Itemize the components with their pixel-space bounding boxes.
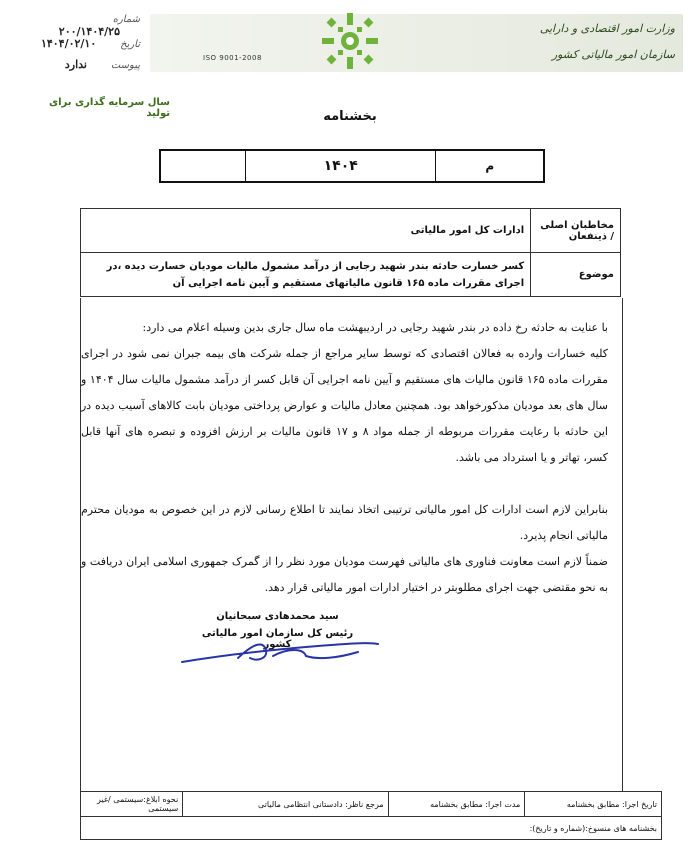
addressees-label: مخاطبان اصلی / ذینفعان: [531, 209, 621, 253]
logo-emblem-icon: [318, 10, 382, 72]
body-paragraph-4: ضمناً لازم است معاونت فناوری های مالیاتی فهرست مودیان مورد نظر را از گمرک جمهوری اسلامی ایران دریافت و به نحو مقتضی جهت اجرای مطلوبتر در اختیار ادارات امور مالیاتی قرار دهد.: [81, 555, 608, 594]
year-slogan: سال سرمایه گذاری برای تولید: [48, 97, 170, 119]
signer-position: رئیس کل سازمان امور مالیاتی کشور: [201, 628, 354, 650]
date-value: ۱۴۰۴/۰۲/۱۰: [40, 37, 97, 50]
circular-year-cell: ۱۴۰۴: [246, 150, 436, 182]
body-paragraph-1: با عنایت به حادثه رخ داده در بندر شهید رجایی در اردیبهشت ماه سال جاری بدین وسیله اعلام می دارد:: [142, 321, 608, 334]
footer-date: تاریخ اجرا: مطابق بخشنامه: [525, 792, 662, 817]
ministry-name: وزارت امور اقتصادی و دارایی: [539, 22, 675, 35]
organization-logo: [318, 10, 382, 72]
signer-name: سید محمدهادی سبحانیان: [216, 611, 339, 622]
subject-value: کسر خسارت حادثه بندر شهید رجایی از درآمد مشمول مالیات مودیان خسارت دیده ،در اجرای مقررات ماده ۱۶۵ قانون مالیاتهای مستقیم و آیین نامه اجرایی آن: [81, 253, 531, 297]
circular-code-cell: م: [436, 150, 544, 182]
body-paragraph-3: بنابراین لازم است ادارات کل امور مالیاتی ترتیبی اتخاذ نمایند تا اطلاع رسانی لازم در این خصوص به مودیان محترم مالیاتی انجام پذیرد.: [81, 503, 608, 542]
letter-date-row: [30, 37, 140, 50]
footer-reference: مرجع ناظر: دادستانی انتظامی مالیاتی: [183, 792, 389, 817]
footer-notification: نحوه ابلاغ:سیستمی /غیر سیستمی: [81, 792, 183, 817]
footer-abrogated: بخشنامه های منسوخ:(شماره و تاریخ):: [81, 817, 662, 840]
footer-period: مدت اجرا: مطابق بخشنامه: [388, 792, 525, 817]
date-label: تاریخ: [120, 39, 140, 50]
organization-name: سازمان امور مالیاتی کشور: [551, 48, 675, 61]
page-title: بخشنامه: [323, 109, 377, 124]
letter-attachment-row: [30, 58, 140, 71]
letter-number-row: [30, 12, 140, 38]
header-info-table: [80, 208, 621, 297]
number-value: ۲۰۰/۱۴۰۴/۲۵: [58, 25, 120, 38]
number-label: شماره: [112, 14, 140, 25]
footer-table: [80, 791, 662, 840]
iso-certification: ISO 9001-2008: [203, 54, 262, 62]
handwritten-signature-icon: [178, 636, 383, 670]
body-paragraph-2: کلیه خسارات وارده به فعالان اقتصادی که توسط سایر مراجع از جمله شرکت های بیمه جبران نمی شود در اجرای مقررات ماده ۱۶۵ قانون مالیات های مستقیم و آیین نامه اجرایی آن قابل کسر از درآمد مشمول مالیات سال ۱۴۰۴ و سال های بعد مودیان مذکورخواهد بود. همچنین معادل مالیات و عوارض پرداختی مودیان بابت کالاهای آسیب دیده در این حادثه با رعایت مقررات مربوطه از جمله مواد ۸ و ۱۷ قانون مالیات بر ارزش افزوده و تبصره های آنها قابل کسر، تهاتر و یا استرداد می باشد.: [81, 347, 608, 464]
attachment-label: پیوست: [110, 60, 140, 71]
addressees-value: ادارات کل امور مالیاتی: [81, 209, 531, 253]
subject-label: موضوع: [531, 253, 621, 297]
attachment-value: ندارد: [64, 58, 87, 71]
circular-number-table: [159, 149, 545, 183]
circular-number-cell: [160, 150, 246, 182]
